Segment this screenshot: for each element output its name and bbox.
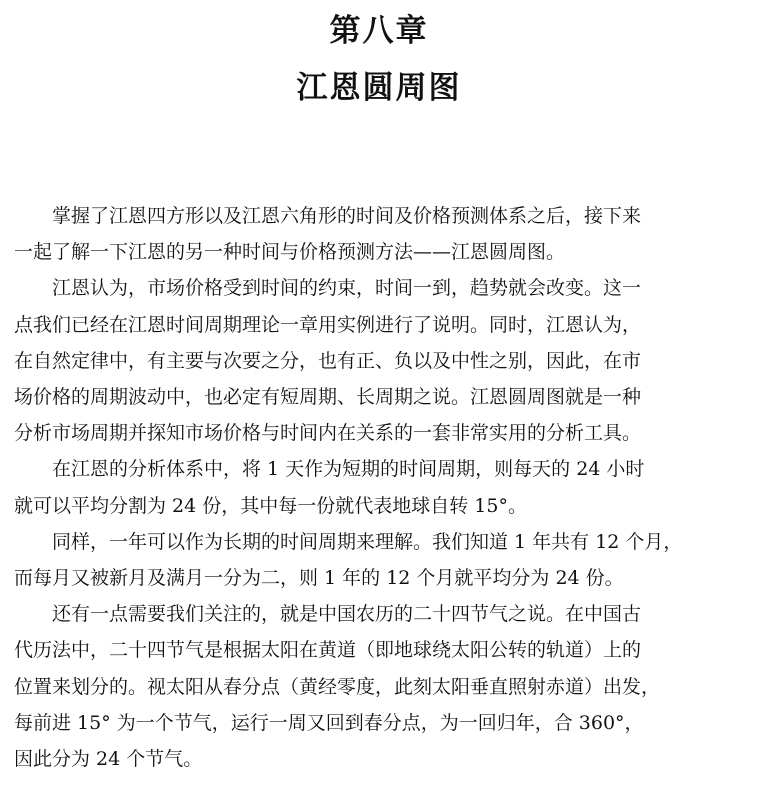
paragraph-time-constraint (14, 270, 744, 451)
paragraph-solar-terms (14, 596, 744, 777)
text-line: 场价格的周期波动中，也必定有短周期、长周期之说。江恩圆周图就是一种 (14, 386, 642, 409)
text-line: 江恩认为，市场价格受到时间的约束，时间一到，趋势就会改变。这一 (52, 277, 642, 300)
text-line: 而每月又被新月及满月一分为二，则 1 年的 12 个月就平均分为 24 份。 (14, 567, 624, 590)
text-line: 代历法中，二十四节气是根据太阳在黄道（即地球绕太阳公转的轨道）上的 (14, 639, 642, 662)
text-line: 点我们已经在江恩时间周期理论一章用实例进行了说明。同时，江恩认为， (14, 313, 642, 336)
paragraph-yearly-cycle (14, 524, 744, 596)
text-line: 在江恩的分析体系中，将 1 天作为短期的时间周期，则每天的 24 小时 (52, 458, 645, 481)
text-line: 同样，一年可以作为长期的时间周期来理解。我们知道 1 年共有 12 个月， (52, 530, 683, 553)
text-line: 因此分为 24 个节气。 (14, 748, 203, 771)
text-line: 一起了解一下江恩的另一种时间与价格预测方法——江恩圆周图。 (14, 241, 566, 264)
paragraph-daily-cycle (14, 451, 744, 523)
text-line: 分析市场周期并探知市场价格与时间内在关系的一套非常实用的分析工具。 (14, 422, 642, 445)
text-line: 还有一点需要我们关注的，就是中国农历的二十四节气之说。在中国古 (52, 603, 642, 626)
paragraph-intro (14, 198, 744, 270)
text-line: 位置来划分的。视太阳从春分点（黄经零度，此刻太阳垂直照射赤道）出发， (14, 675, 661, 698)
chapter-number: 第八章 (329, 13, 429, 49)
text-line: 掌握了江恩四方形以及江恩六角形的时间及价格预测体系之后，接下来 (52, 205, 642, 227)
chapter-title: 江恩圆周图 (296, 70, 462, 106)
chapter-body (14, 198, 744, 777)
text-line: 在自然定律中，有主要与次要之分，也有正、负以及中性之别，因此，在市 (14, 349, 642, 372)
text-line: 就可以平均分割为 24 份，其中每一份就代表地球自转 15°。 (14, 494, 527, 517)
text-line: 每前进 15° 为一个节气，运行一周又回到春分点，为一回归年，合 360°， (14, 711, 644, 734)
